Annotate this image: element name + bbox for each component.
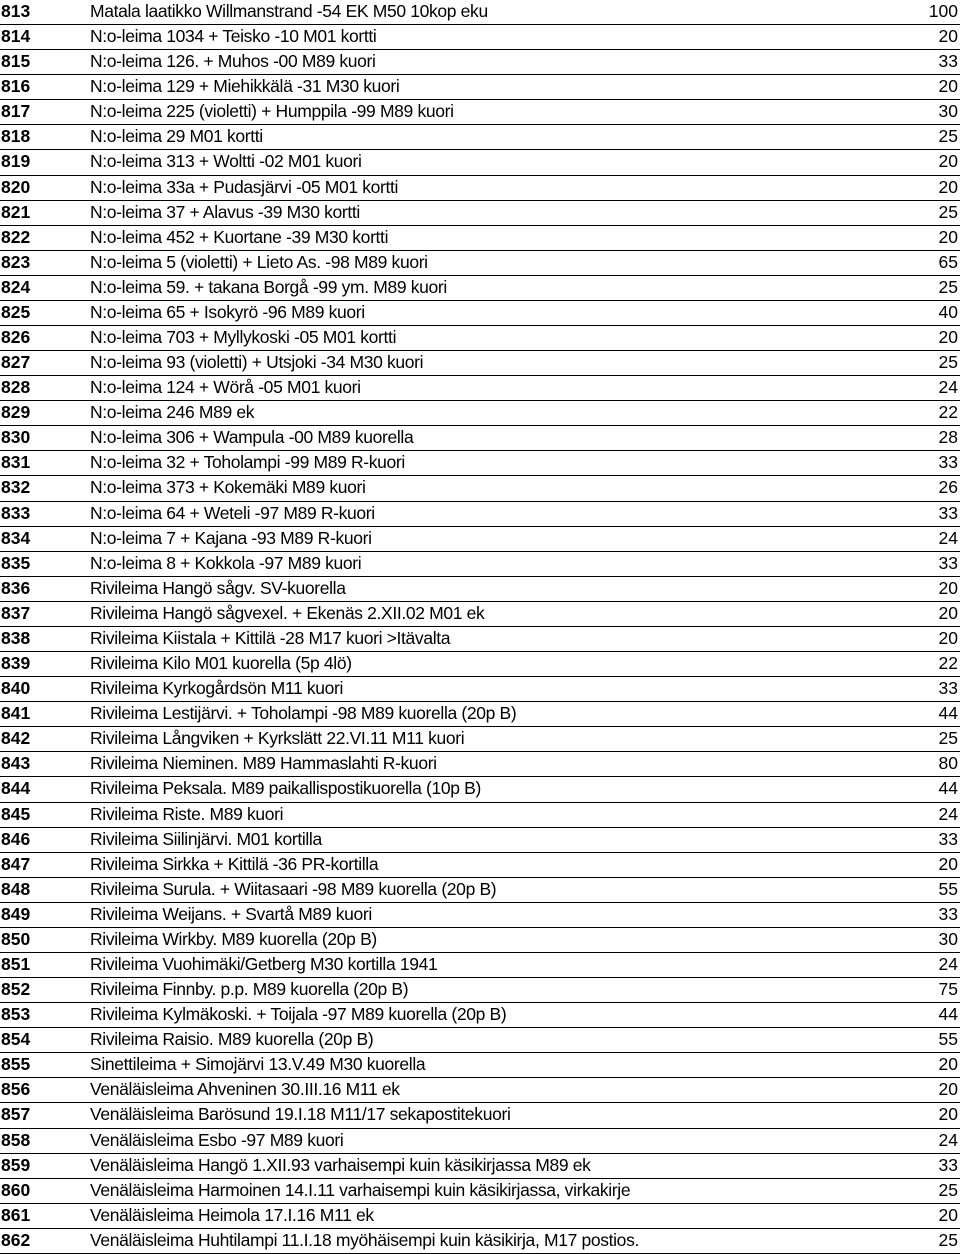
lot-price: 30 <box>938 928 958 949</box>
lot-price: 25 <box>938 1229 958 1250</box>
lot-number: 827 <box>1 352 31 373</box>
lot-price: 20 <box>938 627 958 648</box>
lot-number: 817 <box>1 101 31 122</box>
table-row <box>0 953 960 978</box>
table-row <box>0 752 960 777</box>
lot-number: 822 <box>1 226 31 247</box>
lot-description: N:o-leima 65 + Isokyrö -96 M89 kuori <box>90 301 365 322</box>
lot-price: 33 <box>938 452 958 473</box>
lot-price: 20 <box>938 26 958 47</box>
lot-price: 25 <box>938 126 958 147</box>
lot-number: 823 <box>1 251 31 272</box>
table-row <box>0 1129 960 1154</box>
lot-price: 20 <box>938 151 958 172</box>
lot-number: 847 <box>1 853 31 874</box>
table-row <box>0 0 960 25</box>
lot-price: 25 <box>938 201 958 222</box>
lot-description: N:o-leima 8 + Kokkola -97 M89 kuori <box>90 552 362 573</box>
lot-number: 828 <box>1 377 31 398</box>
table-row <box>0 502 960 527</box>
lot-price: 20 <box>938 577 958 598</box>
lot-description: Rivileima Peksala. M89 paikallispostikuorella (10p B) <box>90 778 481 799</box>
table-row <box>0 251 960 276</box>
lot-price: 28 <box>938 427 958 448</box>
lot-description: N:o-leima 126. + Muhos -00 M89 kuori <box>90 51 376 72</box>
lot-number: 852 <box>1 979 31 1000</box>
lot-price: 20 <box>938 327 958 348</box>
lot-number: 857 <box>1 1104 31 1125</box>
table-row <box>0 1154 960 1179</box>
table-row <box>0 777 960 802</box>
lot-price: 65 <box>938 251 958 272</box>
lot-description: N:o-leima 7 + Kajana -93 M89 R-kuori <box>90 527 372 548</box>
lot-description: Rivileima Weijans. + Svartå M89 kuori <box>90 903 372 924</box>
table-row <box>0 25 960 50</box>
table-row <box>0 176 960 201</box>
table-row <box>0 75 960 100</box>
lot-number: 818 <box>1 126 31 147</box>
lot-number: 824 <box>1 276 31 297</box>
lot-description: Venäläisleima Harmoinen 14.I.11 varhaisempi kuin käsikirjassa, virkakirje <box>90 1179 631 1200</box>
lot-price: 33 <box>938 51 958 72</box>
lot-price: 30 <box>938 101 958 122</box>
table-row <box>0 978 960 1003</box>
table-row <box>0 150 960 175</box>
table-row <box>0 527 960 552</box>
table-row <box>0 1003 960 1028</box>
lot-description: Rivileima Raisio. M89 kuorella (20p B) <box>90 1029 374 1050</box>
lot-number: 844 <box>1 778 31 799</box>
lot-price: 26 <box>938 477 958 498</box>
lot-number: 862 <box>1 1229 31 1250</box>
lot-number: 840 <box>1 678 31 699</box>
lot-number: 841 <box>1 703 31 724</box>
table-row <box>0 677 960 702</box>
lot-price: 75 <box>938 979 958 1000</box>
lot-price: 55 <box>938 878 958 899</box>
lot-price: 25 <box>938 728 958 749</box>
table-row <box>0 577 960 602</box>
lot-description: N:o-leima 306 + Wampula -00 M89 kuorella <box>90 427 414 448</box>
lot-price: 22 <box>938 402 958 423</box>
table-row <box>0 1028 960 1053</box>
lot-price: 33 <box>938 903 958 924</box>
lot-description: Venäläisleima Ahveninen 30.III.16 M11 ek <box>90 1079 400 1100</box>
lot-price: 33 <box>938 678 958 699</box>
lot-description: Rivileima Lestijärvi. + Toholampi -98 M89 kuorella (20p B) <box>90 703 517 724</box>
lot-number: 832 <box>1 477 31 498</box>
lot-price: 33 <box>938 1154 958 1175</box>
lot-price: 22 <box>938 653 958 674</box>
lot-description: Rivileima Kyrkogårdsön M11 kuori <box>90 678 344 699</box>
lot-price: 24 <box>938 527 958 548</box>
table-row <box>0 326 960 351</box>
lot-description: N:o-leima 246 M89 ek <box>90 402 255 423</box>
lot-number: 813 <box>1 1 31 21</box>
lot-description: N:o-leima 225 (violetti) + Humppila -99 M89 kuori <box>90 101 454 122</box>
lot-number: 846 <box>1 828 31 849</box>
lot-description: Venäläisleima Huhtilampi 11.I.18 myöhäisempi kuin käsikirja, M17 postios. <box>90 1229 639 1250</box>
lot-price: 25 <box>938 276 958 297</box>
lot-description: Matala laatikko Willmanstrand -54 EK M50 10kop eku <box>90 1 488 21</box>
table-row <box>0 376 960 401</box>
lot-price: 24 <box>938 803 958 824</box>
lot-description: Rivileima Sirkka + Kittilä -36 PR-kortilla <box>90 853 379 874</box>
lot-price: 20 <box>938 602 958 623</box>
lot-description: Rivileima Surula. + Wiitasaari -98 M89 kuorella (20p B) <box>90 878 497 899</box>
lot-description: N:o-leima 29 M01 kortti <box>90 126 263 147</box>
lot-price: 20 <box>938 226 958 247</box>
lot-number: 860 <box>1 1179 31 1200</box>
lot-price: 55 <box>938 1029 958 1050</box>
lot-description: N:o-leima 59. + takana Borgå -99 ym. M89 kuori <box>90 276 447 297</box>
table-row <box>0 426 960 451</box>
table-row <box>0 451 960 476</box>
lot-price: 33 <box>938 828 958 849</box>
lot-description: N:o-leima 373 + Kokemäki M89 kuori <box>90 477 366 498</box>
table-row <box>0 853 960 878</box>
lot-price: 33 <box>938 502 958 523</box>
lot-number: 821 <box>1 201 31 222</box>
lot-number: 830 <box>1 427 31 448</box>
table-row <box>0 125 960 150</box>
lot-description: Rivileima Kylmäkoski. + Toijala -97 M89 kuorella (20p B) <box>90 1004 507 1025</box>
table-row <box>0 401 960 426</box>
lot-description: Rivileima Riste. M89 kuori <box>90 803 284 824</box>
lot-number: 829 <box>1 402 31 423</box>
table-row <box>0 100 960 125</box>
lot-number: 845 <box>1 803 31 824</box>
table-row <box>0 1204 960 1229</box>
lot-description: N:o-leima 1034 + Teisko -10 M01 kortti <box>90 26 377 47</box>
lot-description: Rivileima Långviken + Kyrkslätt 22.VI.11 M11 kuori <box>90 728 465 749</box>
lot-number: 861 <box>1 1204 31 1225</box>
lot-description: Rivileima Finnby. p.p. M89 kuorella (20p B) <box>90 979 409 1000</box>
lot-description: Rivileima Siilinjärvi. M01 kortilla <box>90 828 322 849</box>
lot-number: 848 <box>1 878 31 899</box>
lot-number: 850 <box>1 928 31 949</box>
lot-description: Venäläisleima Barösund 19.I.18 M11/17 sekapostitekuori <box>90 1104 511 1125</box>
lot-number: 842 <box>1 728 31 749</box>
lot-price: 20 <box>938 1104 958 1125</box>
table-row <box>0 702 960 727</box>
lot-description: N:o-leima 37 + Alavus -39 M30 kortti <box>90 201 360 222</box>
lot-price: 33 <box>938 552 958 573</box>
lot-number: 814 <box>1 26 31 47</box>
lot-price: 24 <box>938 377 958 398</box>
table-row <box>0 301 960 326</box>
lot-number: 838 <box>1 627 31 648</box>
lot-price: 25 <box>938 1179 958 1200</box>
lot-description: N:o-leima 452 + Kuortane -39 M30 kortti <box>90 226 389 247</box>
lot-description: Rivileima Hangö sågv. SV-kuorella <box>90 577 346 598</box>
lot-description: Venäläisleima Heimola 17.I.16 M11 ek <box>90 1204 374 1225</box>
table-row <box>0 878 960 903</box>
lot-description: Rivileima Wirkby. M89 kuorella (20p B) <box>90 928 377 949</box>
table-row <box>0 351 960 376</box>
table-row <box>0 276 960 301</box>
lot-description: Rivileima Kilo M01 kuorella (5p 4lö) <box>90 653 352 674</box>
lot-description: N:o-leima 5 (violetti) + Lieto As. -98 M89 kuori <box>90 251 428 272</box>
lot-price: 20 <box>938 176 958 197</box>
lot-description: Venäläisleima Esbo -97 M89 kuori <box>90 1129 344 1150</box>
lot-number: 858 <box>1 1129 31 1150</box>
lot-description: N:o-leima 129 + Miehikkälä -31 M30 kuori <box>90 76 400 97</box>
lot-price: 20 <box>938 1204 958 1225</box>
table-row <box>0 50 960 75</box>
lot-description: N:o-leima 93 (violetti) + Utsjoki -34 M30 kuori <box>90 352 424 373</box>
lot-number: 859 <box>1 1154 31 1175</box>
lot-number: 837 <box>1 602 31 623</box>
lot-price: 24 <box>938 1129 958 1150</box>
lot-price: 24 <box>938 953 958 974</box>
lot-description: N:o-leima 32 + Toholampi -99 M89 R-kuori <box>90 452 405 473</box>
lot-number: 843 <box>1 753 31 774</box>
table-row <box>0 226 960 251</box>
lot-description: Rivileima Kiistala + Kittilä -28 M17 kuori >Itävalta <box>90 627 451 648</box>
lot-description: N:o-leima 313 + Woltti -02 M01 kuori <box>90 151 362 172</box>
lot-description: Rivileima Hangö sågvexel. + Ekenäs 2.XII.02 M01 ek <box>90 602 485 623</box>
lot-price: 20 <box>938 1054 958 1075</box>
table-row <box>0 828 960 853</box>
table-row <box>0 903 960 928</box>
lot-number: 839 <box>1 653 31 674</box>
table-row <box>0 1078 960 1103</box>
lot-price: 25 <box>938 352 958 373</box>
lot-number: 819 <box>1 151 31 172</box>
lot-number: 816 <box>1 76 31 97</box>
lot-price: 40 <box>938 301 958 322</box>
lot-price: 100 <box>928 1 958 21</box>
table-row <box>0 201 960 226</box>
table-row <box>0 928 960 953</box>
lot-price: 20 <box>938 1079 958 1100</box>
lot-number: 855 <box>1 1054 31 1075</box>
table-row <box>0 803 960 828</box>
lot-number: 853 <box>1 1004 31 1025</box>
lot-number: 831 <box>1 452 31 473</box>
table-row <box>0 602 960 627</box>
table-row <box>0 1053 960 1078</box>
table-row <box>0 476 960 501</box>
lot-number: 833 <box>1 502 31 523</box>
lot-price: 44 <box>938 1004 958 1025</box>
lot-description: Rivileima Nieminen. M89 Hammaslahti R-kuori <box>90 753 437 774</box>
table-row <box>0 1229 960 1254</box>
lot-number: 834 <box>1 527 31 548</box>
lot-price: 44 <box>938 778 958 799</box>
lot-price: 20 <box>938 76 958 97</box>
lot-number: 820 <box>1 176 31 197</box>
lot-description: Venäläisleima Hangö 1.XII.93 varhaisempi kuin käsikirjassa M89 ek <box>90 1154 591 1175</box>
lot-number: 856 <box>1 1079 31 1100</box>
lot-number: 826 <box>1 327 31 348</box>
lot-description: Rivileima Vuohimäki/Getberg M30 kortilla 1941 <box>90 953 438 974</box>
lot-price: 80 <box>938 753 958 774</box>
lot-number: 825 <box>1 301 31 322</box>
lot-price: 44 <box>938 703 958 724</box>
table-row <box>0 727 960 752</box>
lot-description: N:o-leima 33a + Pudasjärvi -05 M01 kortti <box>90 176 399 197</box>
lot-number: 836 <box>1 577 31 598</box>
lot-number: 815 <box>1 51 31 72</box>
lot-description: Sinettileima + Simojärvi 13.V.49 M30 kuorella <box>90 1054 426 1075</box>
table-row <box>0 652 960 677</box>
lot-number: 851 <box>1 953 31 974</box>
lot-description: N:o-leima 124 + Wörå -05 M01 kuori <box>90 377 361 398</box>
lot-number: 835 <box>1 552 31 573</box>
lot-number: 854 <box>1 1029 31 1050</box>
table-row <box>0 552 960 577</box>
lot-price: 20 <box>938 853 958 874</box>
table-row <box>0 1103 960 1128</box>
lot-number: 849 <box>1 903 31 924</box>
lot-description: N:o-leima 64 + Weteli -97 M89 R-kuori <box>90 502 375 523</box>
table-row <box>0 627 960 652</box>
table-row <box>0 1179 960 1204</box>
lot-description: N:o-leima 703 + Myllykoski -05 M01 kortti <box>90 327 397 348</box>
